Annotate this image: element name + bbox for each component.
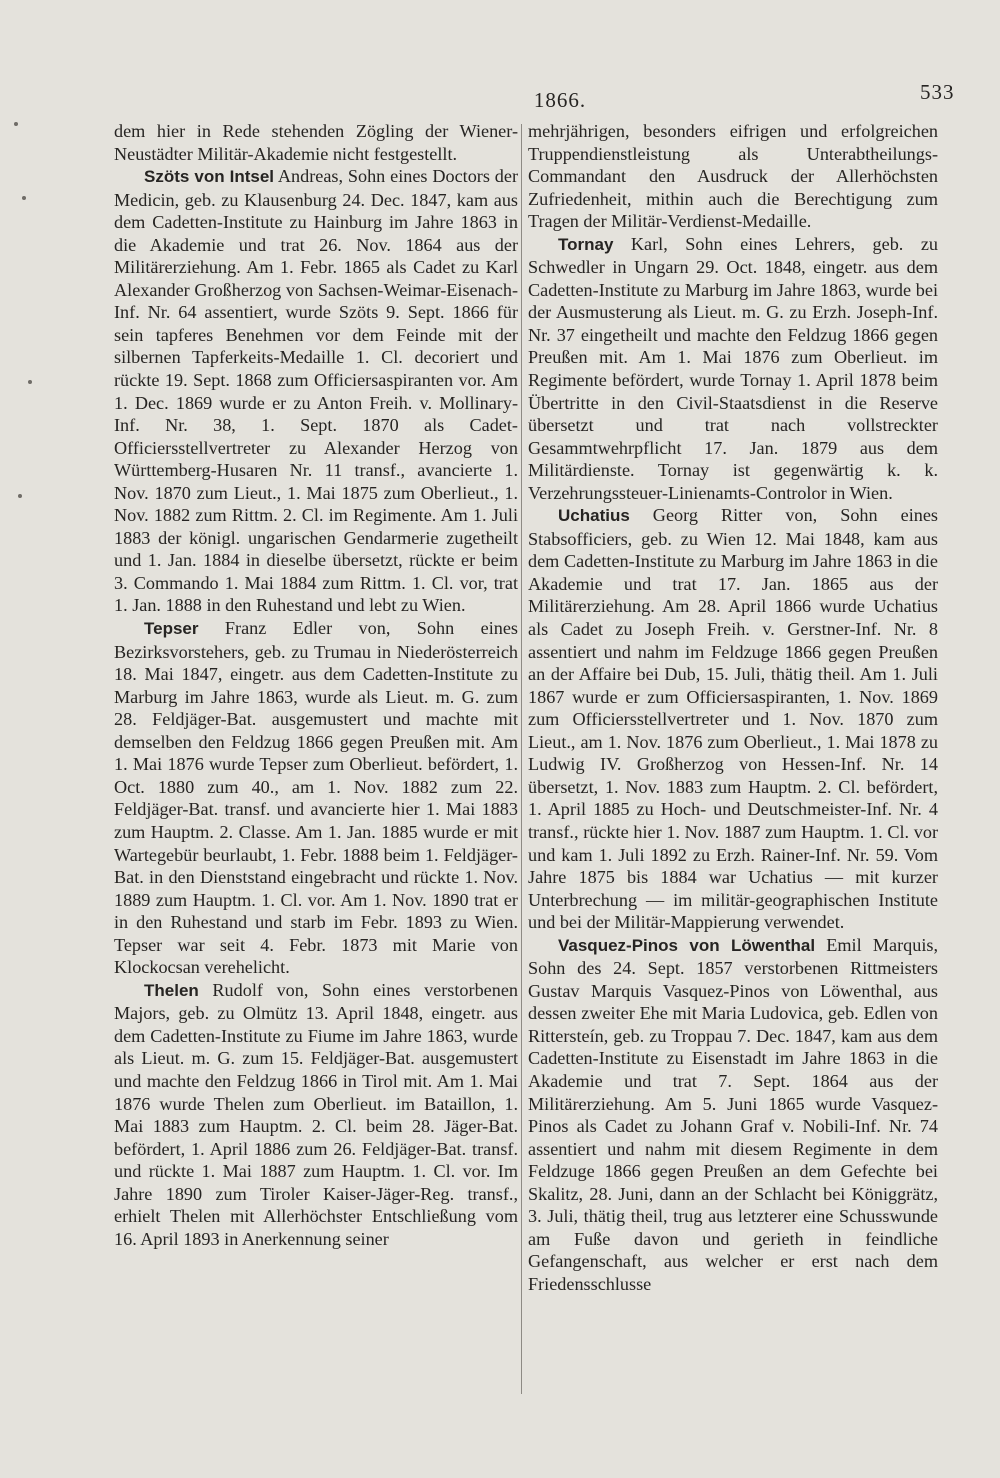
entry-text: Emil Marquis, Sohn des 24. Sept. 1857 verstorbenen Rittmeisters Gustav Marquis Vasquez-Pinos von Löwenthal, aus dessen zweiter Ehe mit Maria Ludovica, geb. Edlen von Rittersteín, geb. zu Troppau 7. Dec. 1847, kam aus dem Cadetten-Institute zu Eisenstadt im Jahre 1863 in die Akademie und trat 7. Sept. 1864 aus der Militärerziehung. Am 5. Juni 1865 wurde Vasquez-Pinos als Cadet zu Johann Graf v. Nobili-Inf. Nr. 74 assentiert und nahm mit diesem Regimente in dem Feldzuge 1866 gegen Preußen an dem Gefechte bei Skalitz, 28. Juni, dann an der Schlacht bei Königgrätz, 3. Juli, thätig theil, trug aus letzterer eine Schusswunde am Fuße davon und gerieth in feindliche Gefangenschaft, aus welcher er erst nach dem Friedensschlusse xyxy=(528,934,939,1294)
biography-entry-szoets xyxy=(114,165,518,617)
entry-text: Karl, Sohn eines Lehrers, geb. zu Schwedler in Ungarn 29. Oct. 1848, eingetr. aus dem Cadetten-Institute zu Marburg im Jahre 1863, wurde bei der Ausmusterung als Lieut. m. G. zu Erzh. Joseph-Inf. Nr. 37 eingetheilt und machte den Feldzug 1866 gegen Preußen mit. Am 1. Mai 1876 zum Oberlieut. im Regimente befördert, wurde Tornay 1. April 1878 beim Übertritte in den Civil-Staatsdienst in die Reserve übersetzt und trat nach vollstreckter Gesammtwehrpflicht 17. Jan. 1879 aus dem Militärdienste. Tornay ist gegenwärtig k. k. Verzehrungssteuer-Linienamts-Controlor in Wien. xyxy=(528,233,938,503)
left-column xyxy=(114,120,518,1250)
entry-text: Franz Edler von, Sohn eines Bezirksvorstehers, geb. zu Trumau in Niederösterreich 18. Mai 1847, eingetr. aus dem Cadetten-Institute zu Marburg im Jahre 1863, wurde als Lieut. m. G. zum 28. Feldjäger-Bat. ausgemustert und machte mit demselben den Feldzug 1866 gegen Preußen mit. Am 1. Mai 1876 wurde Tepser zum Oberlieut. befördert, 1. Oct. 1880 zum 40., am 1. Nov. 1882 zum 22. Feldjäger-Bat. transf. und avancierte hier 1. Mai 1883 zum Hauptm. 2. Classe. Am 1. Jan. 1885 wurde er mit Wartegebür beurlaubt, 1. Febr. 1888 beim 1. Feldjäger-Bat. in den Dienststand eingebracht und rückte 1. Nov. 1889 zum Hauptm. 1. Cl. vor. Am 1. Nov. 1890 trat er in den Ruhestand und starb im Febr. 1893 zu Wien. Tepser war seit 4. Febr. 1873 mit Marie von Klockocsan verehelicht. xyxy=(114,618,518,978)
biography-entry-thelen xyxy=(114,979,518,1251)
column-divider xyxy=(521,124,522,1394)
margin-mark xyxy=(28,380,32,384)
entry-text: Georg Ritter von, Sohn eines Stabsofficiers, geb. zu Wien 12. Mai 1848, kam aus dem Cadetten-Institute zu Marburg im Jahre 1863 in die Akademie und trat 17. Jan. 1865 aus der Militärerziehung. Am 28. April 1866 wurde Uchatius als Cadet zu Joseph Freih. v. Gerstner-Inf. Nr. 8 assentiert und nahm im Feldzuge 1866 gegen Preußen an der Affaire bei Dub, 15. Juli, thätig theil. Am 1. Juli 1867 wurde er zum Officiersaspiranten, 1. Nov. 1869 zum Officiersstellvertreter und 1. Nov. 1870 zum Lieut., am 1. Nov. 1876 zum Oberlieut., 1. Mai 1878 zu Ludwig IV. Großherzog von Hessen-Inf. Nr. 14 übersetzt, 1. Nov. 1883 zum Hauptm. 2. Cl. befördert, 1. April 1885 zu Hoch- und Deutschmeister-Inf. Nr. 4 transf., rückte hier 1. Nov. 1887 zum Hauptm. 1. Cl. vor und kam 1. Juli 1892 zu Erzh. Rainer-Inf. Nr. 59. Vom Jahre 1875 bis 1884 war Uchatius — mit kurzer Unterbrechung — im militär-geographischen Institute und bei der Militär-Mappierung verwendet. xyxy=(528,505,938,933)
entry-name: Vasquez-Pinos von Löwenthal xyxy=(558,935,816,955)
entry-text: Andreas, Sohn eines Doctors der Medicin, geb. zu Klausenburg 24. Dec. 1847, kam aus dem Cadetten-Institute zu Hainburg im Jahre 1863 in die Akademie und trat 26. Nov. 1864 aus der Militärerziehung. Am 1. Febr. 1865 als Cadet zu Karl Alexander Großherzog von Sachsen-Weimar-Eisenach-Inf. Nr. 64 assentiert, wurde Szöts 9. Sept. 1866 für sein tapferes Benehmen vor dem Feinde mit der silbernen Tapferkeits-Medaille 1. Cl. decoriert und rückte 19. Sept. 1868 zum Officiersaspiranten vor. Am 1. Dec. 1869 wurde er zu Anton Freih. v. Mollinary-Inf. Nr. 38, 1. Sept. 1870 als Cadet-Officiersstellvertreter zu Alexander Herzog von Württemberg-Husaren Nr. 11 transf., avancierte 1. Nov. 1870 zum Lieut., 1. Mai 1875 zum Oberlieut., 1. Nov. 1882 zum Rittm. 2. Cl. im Regimente. Am 1. Juli 1883 der königl. ungarischen Gendarmerie zugetheilt und 1. Jan. 1884 in dieselbe übersetzt, rückte er beim 3. Commando 1. Mai 1884 zum Rittm. 1. Cl. vor, trat 1. Jan. 1888 in den Ruhestand und lebt zu Wien. xyxy=(114,166,518,616)
entry-name: Thelen xyxy=(144,980,199,1000)
page-header-year: 1866. xyxy=(533,88,587,112)
entry-name: Uchatius xyxy=(558,506,630,526)
right-column xyxy=(528,120,938,1295)
biography-entry-vasquez-pinos xyxy=(528,934,938,1296)
margin-mark xyxy=(18,494,22,498)
margin-mark xyxy=(14,122,18,126)
page-number: 533 xyxy=(920,80,955,104)
continuation-paragraph: mehrjährigen, besonders eifrigen und erfolgreichen Truppendienstleistung als Unterabtheilungs-Commandant den Ausdruck der Allerhöchsten Zufriedenheit, mithin auch die Berechtigung zum Tragen der Militär-Verdienst-Medaille. xyxy=(528,121,938,232)
continuation-paragraph: dem hier in Rede stehenden Zögling der Wiener-Neustädter Militär-Akademie nicht festgestellt. xyxy=(114,121,518,164)
biography-entry-uchatius xyxy=(528,504,938,933)
biography-entry-tornay xyxy=(528,233,938,505)
entry-name: Szöts von Intsel xyxy=(144,167,275,187)
biography-entry-tepser xyxy=(114,617,518,979)
entry-name: Tepser xyxy=(144,619,199,639)
margin-mark xyxy=(22,196,26,200)
entry-text: Rudolf von, Sohn eines verstorbenen Majors, geb. zu Olmütz 13. April 1848, eingetr. aus dem Cadetten-Institute zu Fiume im Jahre 1863, wurde als Lieut. m. G. zum 15. Feldjäger-Bat. ausgemustert und machte den Feldzug 1866 in Tirol mit. Am 1. Mai 1876 wurde Thelen zum Oberlieut. im Bataillon, 1. Mai 1883 zum Hauptm. 2. Cl. beim 28. Jäger-Bat. befördert, 1. April 1886 zum 26. Feldjäger-Bat. transf. und rückte 1. Mai 1887 zum Hauptm. 1. Cl. vor. Im Jahre 1890 zum Tiroler Kaiser-Jäger-Reg. transf., erhielt Thelen mit Allerhöchster Entschließung vom 16. April 1893 in Anerkennung seiner xyxy=(114,979,518,1249)
entry-name: Tornay xyxy=(558,234,614,254)
